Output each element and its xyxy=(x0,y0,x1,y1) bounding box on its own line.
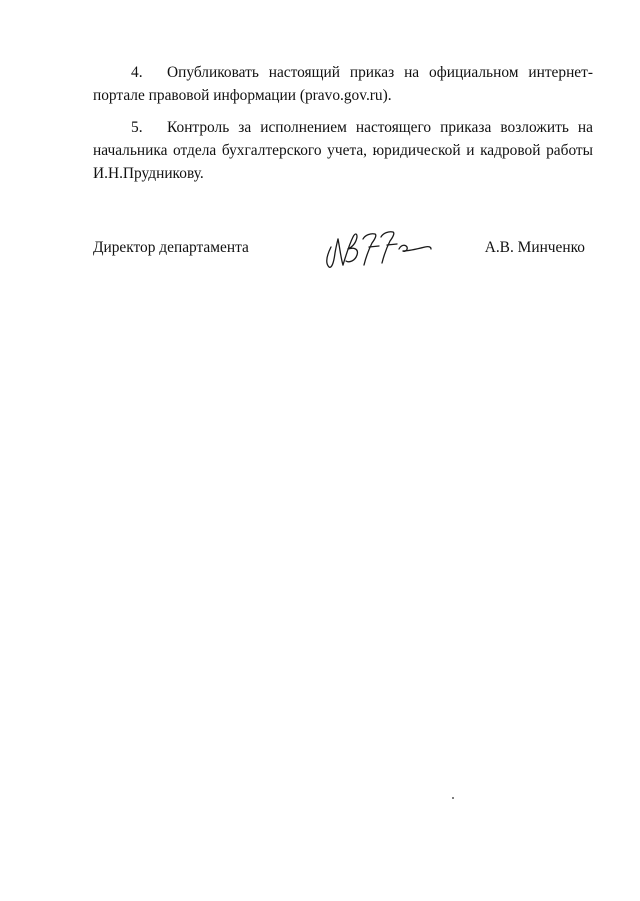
handwritten-signature xyxy=(319,225,435,273)
paragraph-5 xyxy=(93,116,593,185)
signature-block xyxy=(93,225,593,275)
scan-speck xyxy=(452,797,454,799)
paragraph-text: Контроль за исполнением настоящего приказа возложить на начальника отдела бухгалтерского учета, юридической и кадровой работы И.Н.Прудникову. xyxy=(93,119,593,182)
paragraph-number: 5. xyxy=(131,119,143,136)
paragraph-number: 4. xyxy=(131,64,143,81)
paragraph-4 xyxy=(93,61,593,107)
paragraph-text: Опубликовать настоящий приказ на официальном интернет-портале правовой информации (pravo.gov.ru). xyxy=(93,64,593,104)
signatory-position: Директор департамента xyxy=(93,239,249,256)
signatory-name: А.В. Минченко xyxy=(484,239,585,256)
